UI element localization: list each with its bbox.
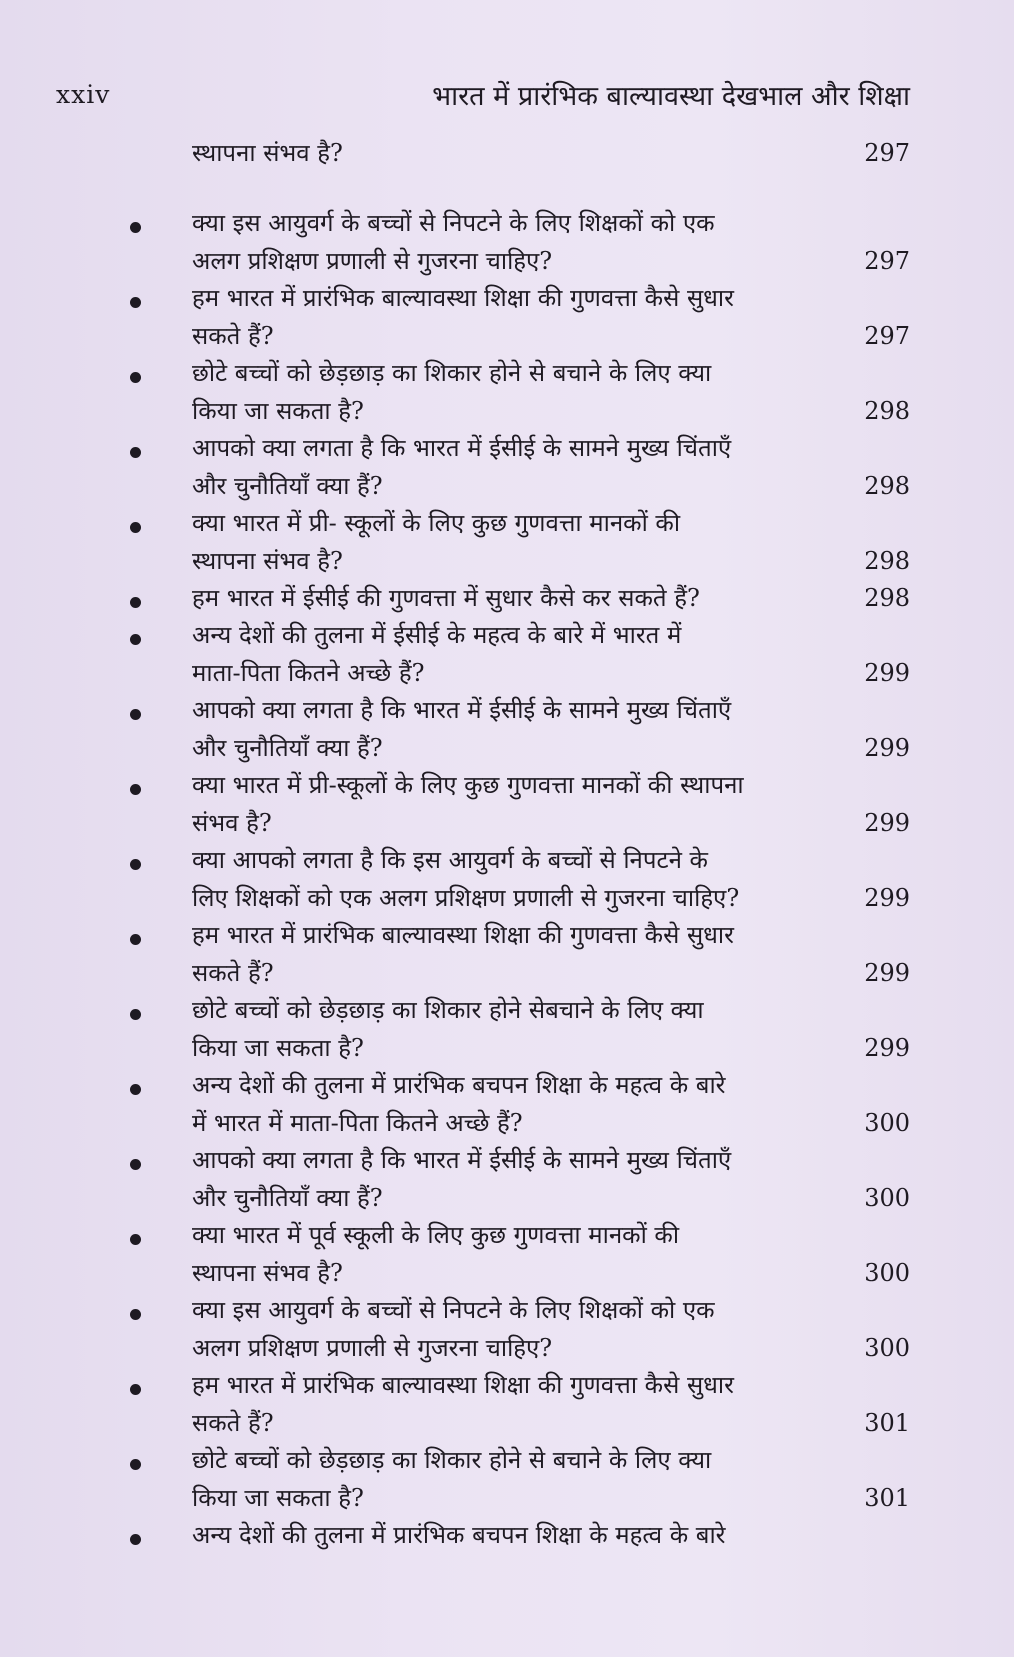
toc-entry-line-1: क्या इस आयुवर्ग के बच्चों से निपटने के लिए शिक्षकों को एक <box>192 209 715 237</box>
toc-entry-line-2: और चुनौतियाँ क्या हैं? <box>192 1184 383 1212</box>
toc-entry-text: स्थापना संभव है? <box>192 139 343 167</box>
toc-entry-line-2: और चुनौतियाँ क्या हैं? <box>192 472 383 500</box>
toc-entry-line-2: स्थापना संभव है? <box>192 1259 343 1287</box>
toc-page-number: 301 <box>864 1409 910 1437</box>
toc-entry-line-1: अन्य देशों की तुलना में ईसीई के महत्व के बारे में भारत में <box>192 621 682 649</box>
toc-entry <box>120 433 910 508</box>
bullet-icon <box>130 1159 141 1170</box>
toc-entry-line-1: छोटे बच्चों को छेड़छाड़ का शिकार होने सेबचाने के लिए क्या <box>192 996 704 1024</box>
toc-entry-line-1: अन्य देशों की तुलना में प्रारंभिक बचपन शिक्षा के महत्व के बारे <box>192 1071 726 1099</box>
toc-entry-line-1: आपको क्या लगता है कि भारत में ईसीई के सामने मुख्य चिंताएँ <box>192 434 732 462</box>
toc-page-number: 298 <box>864 397 910 425</box>
toc-page-number: 300 <box>864 1259 910 1287</box>
toc-entry-line-2: सकते हैं? <box>192 959 274 987</box>
toc-entry-line-2: संभव है? <box>192 809 272 837</box>
bullet-icon <box>130 1084 141 1095</box>
toc-entry <box>120 1220 910 1295</box>
toc-entry <box>120 208 910 283</box>
bullet-icon <box>130 1459 141 1470</box>
toc-page-number: 297 <box>864 139 910 167</box>
toc-entry-line-2: स्थापना संभव है? <box>192 547 343 575</box>
toc-entry-line-2: किया जा सकता है? <box>192 397 364 425</box>
bullet-icon <box>130 522 141 533</box>
toc-entry-line-2: अलग प्रशिक्षण प्रणाली से गुजरना चाहिए? <box>192 247 553 275</box>
bullet-icon <box>130 1384 141 1395</box>
toc-entry-line-1: हम भारत में प्रारंभिक बाल्यावस्था शिक्षा की गुणवत्ता कैसे सुधार <box>192 921 734 949</box>
running-head <box>56 76 910 116</box>
toc-page-number: 300 <box>864 1109 910 1137</box>
toc-entry <box>120 620 910 695</box>
toc-entry <box>120 845 910 920</box>
bullet-icon <box>130 709 141 720</box>
bullet-icon <box>130 372 141 383</box>
toc-entry <box>120 1370 910 1445</box>
bullet-icon <box>130 222 141 233</box>
bullet-icon <box>130 1009 141 1020</box>
toc-entry-line-1: क्या भारत में पूर्व स्कूली के लिए कुछ गुणवत्ता मानकों की <box>192 1221 680 1249</box>
toc-entry-line-2: और चुनौतियाँ क्या हैं? <box>192 734 383 762</box>
toc-entry-line-1: छोटे बच्चों को छेड़छाड़ का शिकार होने से बचाने के लिए क्या <box>192 359 712 387</box>
toc-page-number: 299 <box>864 884 910 912</box>
toc-entry-line-1: क्या आपको लगता है कि इस आयुवर्ग के बच्चों से निपटने के <box>192 846 708 874</box>
toc-entry <box>120 1070 910 1145</box>
toc-page-number: 299 <box>864 1034 910 1062</box>
toc-entry-line-2: सकते हैं? <box>192 322 274 350</box>
toc-page-number: 298 <box>864 547 910 575</box>
toc-entry-line-1: छोटे बच्चों को छेड़छाड़ का शिकार होने से बचाने के लिए क्या <box>192 1446 712 1474</box>
toc-page-number: 299 <box>864 959 910 987</box>
page-folio: xxiv <box>56 80 111 109</box>
toc-continuation <box>120 132 910 170</box>
toc-entry-line-1: क्या इस आयुवर्ग के बच्चों से निपटने के लिए शिक्षकों को एक <box>192 1296 715 1324</box>
toc-entry-line-2: किया जा सकता है? <box>192 1484 364 1512</box>
table-of-contents <box>120 132 910 1549</box>
toc-entry <box>120 995 910 1070</box>
toc-entry-line-2: में भारत में माता-पिता कितने अच्छे हैं? <box>192 1109 523 1137</box>
toc-entry-line-1: हम भारत में प्रारंभिक बाल्यावस्था शिक्षा की गुणवत्ता कैसे सुधार <box>192 284 734 312</box>
toc-entry-line-2: अलग प्रशिक्षण प्रणाली से गुजरना चाहिए? <box>192 1334 553 1362</box>
toc-entry <box>120 1520 910 1595</box>
toc-entry <box>120 920 910 995</box>
toc-page-number: 301 <box>864 1484 910 1512</box>
bullet-icon <box>130 1309 141 1320</box>
bullet-icon <box>130 447 141 458</box>
toc-entry <box>120 1445 910 1520</box>
toc-entry-line-1: क्या भारत में प्री-स्कूलों के लिए कुछ गुणवत्ता मानकों की स्थापना <box>192 771 744 799</box>
toc-entry-line-2: सकते हैं? <box>192 1409 274 1437</box>
toc-page-number: 300 <box>864 1334 910 1362</box>
toc-entry-line-1: हम भारत में प्रारंभिक बाल्यावस्था शिक्षा की गुणवत्ता कैसे सुधार <box>192 1371 734 1399</box>
bullet-icon <box>130 1234 141 1245</box>
toc-entry-line-2: लिए शिक्षकों को एक अलग प्रशिक्षण प्रणाली से गुजरना चाहिए? <box>192 884 740 912</box>
toc-entry <box>120 358 910 433</box>
toc-page-number: 297 <box>864 322 910 350</box>
toc-entry <box>120 283 910 358</box>
toc-entry-line-1: हम भारत में ईसीई की गुणवत्ता में सुधार कैसे कर सकते हैं? <box>192 584 700 612</box>
bullet-icon <box>130 1534 141 1545</box>
toc-entry-line-1: क्या भारत में प्री- स्कूलों के लिए कुछ गुणवत्ता मानकों की <box>192 509 681 537</box>
bullet-icon <box>130 297 141 308</box>
toc-page-number: 298 <box>864 584 910 612</box>
toc-entry <box>120 1295 910 1370</box>
book-title: भारत में प्रारंभिक बाल्यावस्था देखभाल और शिक्षा <box>432 81 910 112</box>
bullet-icon <box>130 784 141 795</box>
toc-entry-line-1: अन्य देशों की तुलना में प्रारंभिक बचपन शिक्षा के महत्व के बारे <box>192 1521 726 1549</box>
toc-entry-line-1: आपको क्या लगता है कि भारत में ईसीई के सामने मुख्य चिंताएँ <box>192 696 732 724</box>
toc-page-number: 297 <box>864 247 910 275</box>
toc-page-number: 300 <box>864 1184 910 1212</box>
bullet-icon <box>130 597 141 608</box>
toc-entry-line-2: किया जा सकता है? <box>192 1034 364 1062</box>
toc-page-number: 299 <box>864 659 910 687</box>
toc-entry-line-2: माता-पिता कितने अच्छे हैं? <box>192 659 425 687</box>
toc-entry <box>120 508 910 583</box>
toc-page-number: 298 <box>864 472 910 500</box>
toc-page-number: 299 <box>864 734 910 762</box>
bullet-icon <box>130 859 141 870</box>
toc-entry <box>120 770 910 845</box>
toc-entry <box>120 1145 910 1220</box>
bullet-icon <box>130 634 141 645</box>
toc-page-number: 299 <box>864 809 910 837</box>
bullet-icon <box>130 934 141 945</box>
toc-entry-line-1: आपको क्या लगता है कि भारत में ईसीई के सामने मुख्य चिंताएँ <box>192 1146 732 1174</box>
toc-entry <box>120 695 910 770</box>
